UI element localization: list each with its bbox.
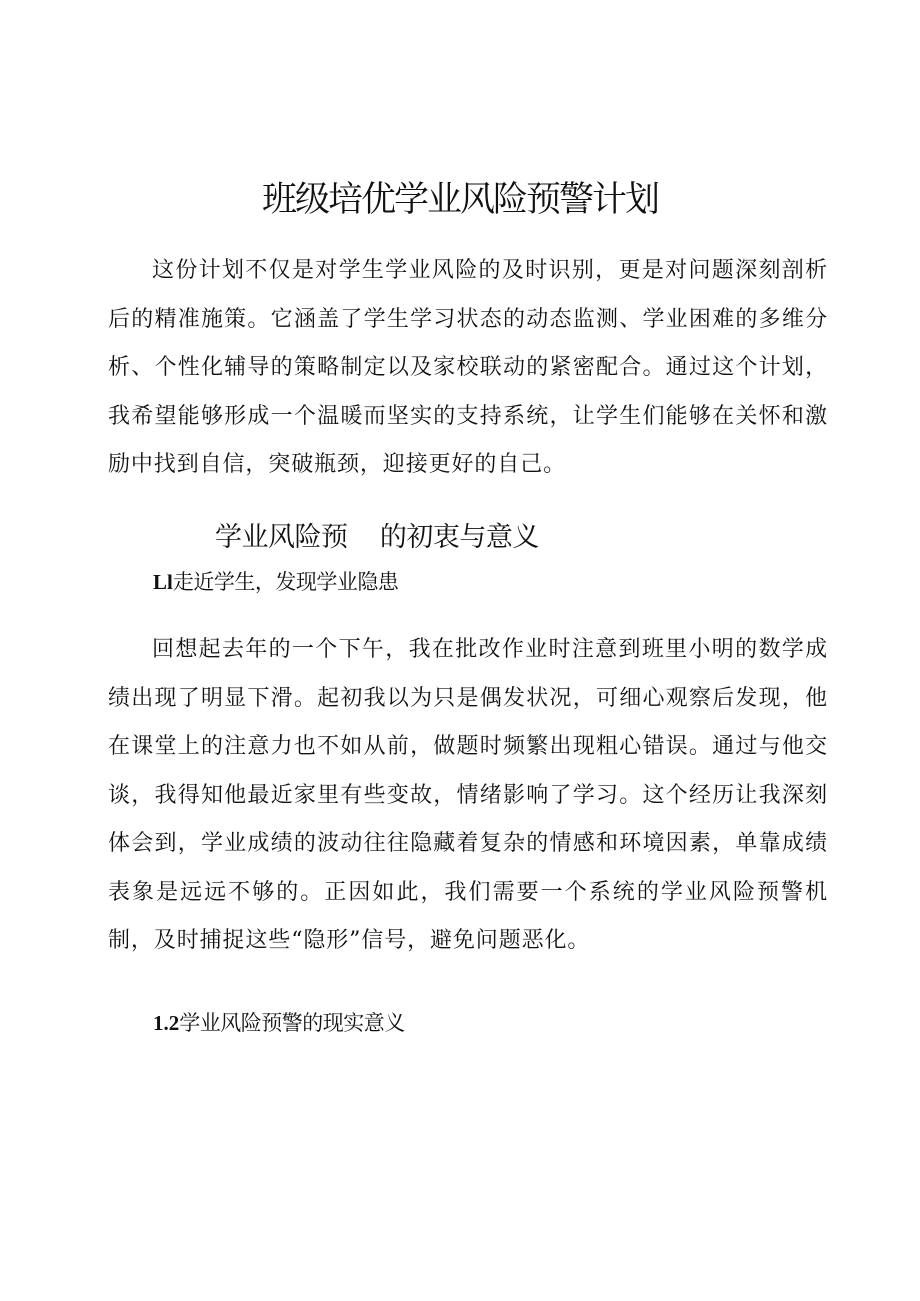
subsection-heading-2 [153, 1007, 405, 1039]
subsection-heading-1 [153, 566, 398, 598]
intro-paragraph: 这份计划不仅是对学生学业风险的及时识别，更是对问题深刻剖析后的精准施策。它涵盖了学生学习状态的动态监测、学业困难的多维分析、个性化辅导的策略制定以及家校联动的紧密配合。通过这个计划，我希望能够形成一个温暖而坚实的支持系统，让学生们能够在关怀和激励中找到自信，突破瓶颈，迎接更好的自己。 [108, 258, 828, 477]
document-title: 班级培优学业风险预警计划 [261, 180, 658, 220]
subsection-text-1: 走近学生，发现学业隐患 [172, 570, 399, 594]
subsection-number-2: 1.2 [153, 1011, 180, 1035]
subsection-text-2: 学业风险预警的现实意义 [179, 1011, 405, 1035]
subsection-number-1: Ll [153, 570, 173, 594]
section-heading: 学业风险预 的初衷与意义 [215, 522, 539, 553]
story-paragraph: 回想起去年的一个下午，我在批改作业时注意到班里小明的数学成绩出现了明显下滑。起初我以为只是偶发状况，可细心观察后发现，他在课堂上的注意力也不如从前，做题时频繁出现粗心错误。通过与他交谈，我得知他最近家里有些变故，情绪影响了学习。这个经历让我深刻体会到，学业成绩的波动往往隐藏着复杂的情感和环境因素，单靠成绩表象是远远不够的。正因如此，我们需要一个系统的学业风险预警机制，及时捕捉这些“隐形”信号，避免问题恶化。 [108, 637, 828, 953]
